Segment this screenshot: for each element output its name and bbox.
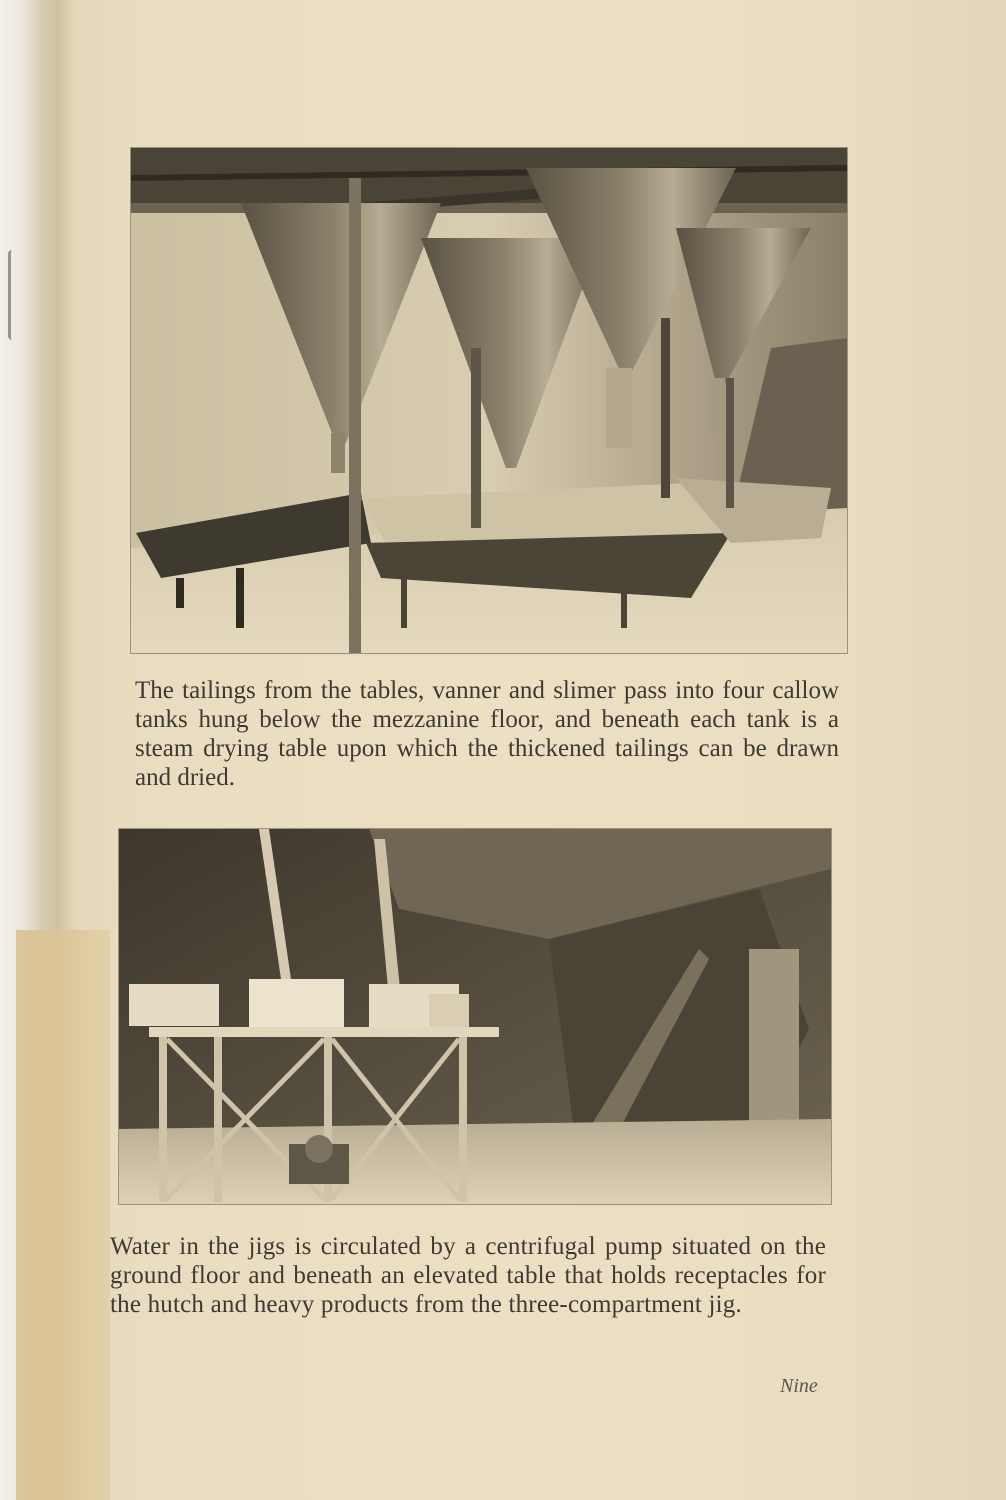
caption-jig-pump: Water in the jigs is circulated by a centrifugal pump situated on the ground floor and beneath an elevated table that holds receptacles for the hutch and heavy products from the three-compartment jig.	[110, 1233, 826, 1318]
page-number: Nine	[780, 1375, 818, 1397]
jig-pump-photo-drawing	[119, 829, 831, 1204]
repair-tape-strip	[16, 930, 110, 1500]
photo-callow-tanks	[130, 147, 848, 654]
photo-jig-pump	[118, 828, 832, 1205]
binder-clip-mark	[8, 250, 23, 340]
callow-tanks-photo-drawing	[131, 148, 847, 653]
caption-callow-tanks: The tailings from the tables, vanner and slimer pass into four callow tanks hung below the mezzanine floor, and beneath each tank is a steam drying table upon which the thickened tailings can be drawn and dried.	[135, 677, 839, 791]
